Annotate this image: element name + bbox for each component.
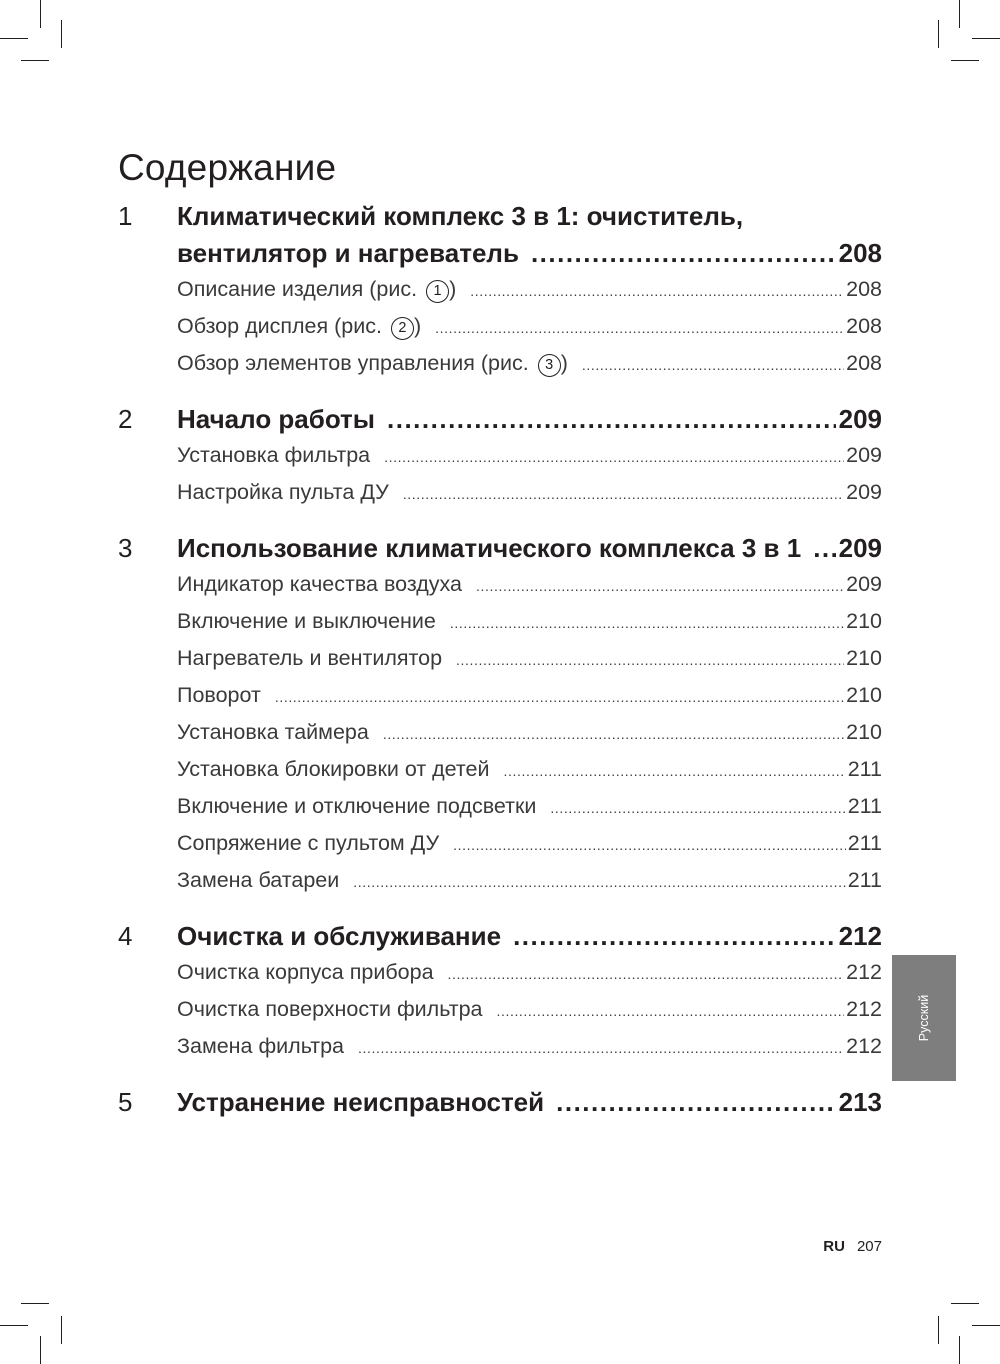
section-title-line-1: Климатический комплекс 3 в 1: очиститель, <box>177 201 744 231</box>
section-number: 4 <box>118 921 133 951</box>
dot-leader <box>358 1031 844 1066</box>
crop-mark <box>959 1336 960 1364</box>
section-page-number: 213 <box>838 1087 882 1117</box>
dot-leader <box>556 1084 835 1121</box>
crop-mark <box>959 0 960 28</box>
section-heading[interactable] <box>118 1084 882 1121</box>
toc-entry[interactable] <box>177 992 882 1029</box>
section-title: Начало работы <box>177 404 375 434</box>
dot-leader <box>403 477 844 512</box>
entry-label: Индикатор качества воздуха <box>177 572 463 596</box>
dot-leader <box>383 717 844 752</box>
crop-mark <box>951 60 979 61</box>
dot-leader <box>582 348 844 383</box>
entry-label: Включение и отключение подсветки <box>177 794 537 818</box>
dot-leader <box>470 274 844 309</box>
crop-mark <box>0 38 28 39</box>
entry-page-number: 211 <box>847 868 882 892</box>
entry-page-number: 210 <box>846 720 882 744</box>
entry-page-number: 209 <box>846 480 882 504</box>
dot-leader <box>476 569 844 604</box>
crop-mark <box>972 1325 1000 1326</box>
section-page-number: 208 <box>838 238 882 268</box>
section-title: Использование климатического комплекса 3 в 1 <box>177 533 802 563</box>
entry-page-number: 211 <box>847 831 882 855</box>
dot-leader <box>504 754 846 789</box>
language-side-tab <box>892 955 956 1081</box>
toc-entry[interactable] <box>177 789 882 826</box>
entry-page-number: 212 <box>846 960 882 984</box>
toc-entry[interactable] <box>177 475 882 512</box>
section-number: 5 <box>118 1087 133 1117</box>
entry-page-number: 209 <box>846 443 882 467</box>
crop-mark <box>61 1316 62 1344</box>
crop-mark <box>938 20 939 48</box>
entry-page-number: 212 <box>846 1034 882 1058</box>
entry-label: Замена фильтра <box>177 1034 345 1058</box>
dot-leader <box>456 643 844 678</box>
entry-label-tail: ) <box>449 277 457 301</box>
section-page-number: 212 <box>838 921 882 951</box>
entry-page-number: 208 <box>846 314 882 338</box>
entry-label: Установка таймера <box>177 720 369 744</box>
entry-page-number: 211 <box>847 794 882 818</box>
section-title-line-2: вентилятор и нагреватель <box>177 238 519 268</box>
entry-page-number: 208 <box>846 277 882 301</box>
dot-leader <box>448 957 845 992</box>
entry-page-number: 208 <box>846 351 882 375</box>
dot-leader <box>496 994 844 1029</box>
figure-ref-icon: 2 <box>391 317 414 340</box>
entry-label: Нагреватель и вентилятор <box>177 646 443 670</box>
footer-page-number: 207 <box>856 1238 882 1255</box>
dot-leader <box>813 530 835 567</box>
section-heading[interactable] <box>118 198 882 272</box>
toc-entry[interactable] <box>177 641 882 678</box>
toc-entry[interactable] <box>177 309 882 346</box>
section-title: Очистка и обслуживание <box>177 921 502 951</box>
dot-leader <box>384 440 844 475</box>
entry-page-number: 209 <box>846 572 882 596</box>
entry-page-number: 210 <box>846 646 882 670</box>
entry-page-number: 211 <box>847 757 882 781</box>
crop-mark <box>938 1316 939 1344</box>
dot-leader <box>353 865 845 900</box>
toc-entry[interactable] <box>177 863 882 900</box>
entry-label: Замена батареи <box>177 868 340 892</box>
crop-mark <box>21 1303 49 1304</box>
entry-label: Настройка пульта ДУ <box>177 480 389 504</box>
section-page-number: 209 <box>838 404 882 434</box>
section-heading[interactable] <box>118 918 882 955</box>
entry-label: Установка блокировки от детей <box>177 757 490 781</box>
dot-leader <box>450 606 844 641</box>
toc-entry[interactable] <box>177 678 882 715</box>
dot-leader <box>550 791 845 826</box>
toc-entry[interactable] <box>177 1029 882 1066</box>
crop-mark <box>951 1303 979 1304</box>
section-page-number: 209 <box>838 533 882 563</box>
figure-ref-icon: 3 <box>538 354 561 377</box>
section-number: 2 <box>118 404 133 434</box>
table-of-contents <box>118 198 882 1139</box>
entry-page-number: 210 <box>846 683 882 707</box>
crop-mark <box>972 38 1000 39</box>
entry-label: Очистка поверхности фильтра <box>177 997 483 1021</box>
page-footer <box>823 1238 882 1255</box>
dot-leader <box>435 311 844 346</box>
section-number: 3 <box>118 533 133 563</box>
entry-label: Обзор дисплея (рис. <box>177 314 388 338</box>
dot-leader <box>513 918 836 955</box>
footer-language-code: RU <box>823 1238 845 1255</box>
toc-section-3 <box>118 530 882 900</box>
dot-leader <box>531 235 836 272</box>
section-heading[interactable] <box>118 530 882 567</box>
section-number: 1 <box>118 201 133 231</box>
toc-entry[interactable] <box>177 438 882 475</box>
entry-label: Описание изделия (рис. <box>177 277 424 301</box>
entry-label: Установка фильтра <box>177 443 371 467</box>
toc-entry[interactable] <box>177 272 882 309</box>
entry-label: Обзор элементов управления (рис. <box>177 351 535 375</box>
toc-section-1 <box>118 198 882 383</box>
crop-mark <box>40 0 41 28</box>
crop-mark <box>61 20 62 48</box>
toc-entry[interactable] <box>177 604 882 641</box>
toc-entry[interactable] <box>177 567 882 604</box>
toc-section-2 <box>118 401 882 512</box>
dot-leader <box>275 680 844 715</box>
entry-label: Очистка корпуса прибора <box>177 960 434 984</box>
entry-label: Сопряжение с пультом ДУ <box>177 831 440 855</box>
section-heading[interactable] <box>118 401 882 438</box>
entry-label: Поворот <box>177 683 261 707</box>
language-side-tab-label: Русский <box>917 994 931 1042</box>
toc-entry[interactable] <box>177 826 882 863</box>
crop-mark <box>21 60 49 61</box>
page-title: Содержание <box>118 146 337 188</box>
toc-entry[interactable] <box>177 752 882 789</box>
entry-label-tail: ) <box>413 314 422 338</box>
figure-ref-icon: 1 <box>426 280 449 303</box>
section-title: Устранение неисправностей <box>177 1087 545 1117</box>
entry-label-tail: ) <box>560 351 568 375</box>
entry-label: Включение и выключение <box>177 609 436 633</box>
toc-entry[interactable] <box>177 715 882 752</box>
dot-leader <box>387 401 836 438</box>
entry-page-number: 212 <box>846 997 882 1021</box>
crop-mark <box>40 1336 41 1364</box>
toc-section-4 <box>118 918 882 1066</box>
toc-section-5 <box>118 1084 882 1121</box>
dot-leader <box>453 828 846 863</box>
toc-entry[interactable] <box>177 346 882 383</box>
toc-entry[interactable] <box>177 955 882 992</box>
crop-mark <box>0 1325 28 1326</box>
entry-page-number: 210 <box>846 609 882 633</box>
